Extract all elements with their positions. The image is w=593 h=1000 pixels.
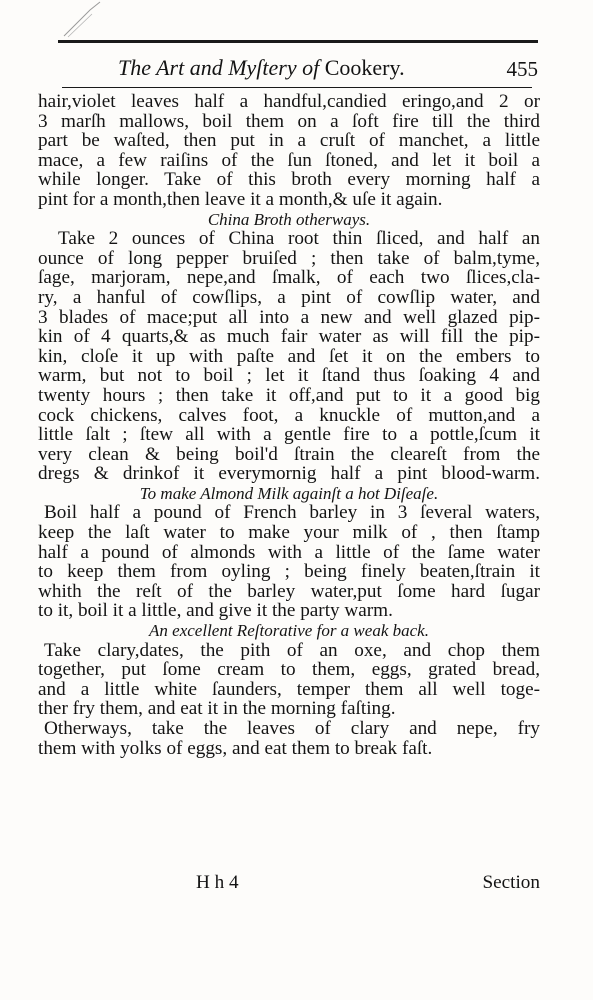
- page-corner-mark: [62, 0, 102, 38]
- running-title: [118, 55, 405, 81]
- text-line: Boil half a pound of French barley in 3 ſeveral waters,: [44, 502, 540, 524]
- text-line: ſage, marjoram, nepe,and ſmalk, of each two ſlices,cla-: [38, 267, 540, 289]
- text-line: 3 blades of mace;put all into a new and well glazed pip-: [38, 306, 540, 328]
- section-heading: China Broth otherways.: [207, 209, 371, 229]
- text-line: little ſalt ; ſtew all with a gentle fire to a pottle,ſcum it: [38, 424, 540, 446]
- text-line: part be waſted, then put in a cruſt of manchet, a little: [38, 130, 540, 152]
- text-line: pint for a month,then leave it a month,& uſe it again.: [38, 188, 443, 210]
- running-title-italic: The Art and Myſtery of: [118, 55, 325, 80]
- section-heading: An excellent Reſtorative for a weak back.: [149, 621, 429, 641]
- text-line: together, put ſome cream to them, eggs, grated bread,: [38, 659, 540, 681]
- text-line: Otherways, take the leaves of clary and nepe, fry: [44, 718, 540, 739]
- text-line: ry, a hanful of cowſlips, a pint of cowſlip water, and: [38, 286, 540, 308]
- text-line: kin, cloſe it up with paſte and ſet it on the embers to: [38, 345, 540, 367]
- text-line: 3 marſh mallows, boil them on a ſoft fire till the third: [38, 110, 540, 132]
- text-line: half a pound of almonds with a little of the ſame water: [38, 541, 540, 563]
- text-line: Take 2 ounces of China root thin ſliced, and half an: [58, 228, 540, 250]
- text-line: to it, boil it a little, and give it the party warm.: [38, 600, 393, 622]
- text-line: cock chickens, calves foot, a knuckle of mutton,and a: [38, 404, 540, 426]
- text-line: dregs & drinkof it everymornig half a pint blood-warm.: [38, 463, 540, 485]
- running-header: [58, 50, 538, 90]
- text-line: warm, but not to boil ; let it ſtand thus ſoaking 4 and: [38, 365, 540, 387]
- header-bottom-rule: [62, 87, 532, 88]
- text-line: ther fry them, and eat it in the morning faſting.: [38, 698, 396, 720]
- text-line: them with yolks of eggs, and eat them to break faſt.: [38, 737, 433, 759]
- text-line: while longer. Take of this broth every morning half a: [38, 169, 540, 191]
- page-footer: [38, 872, 540, 894]
- text-line: and a little white ſaunders, temper them all well toge-: [38, 678, 540, 700]
- body-text: [38, 92, 540, 758]
- page-number: 455: [506, 57, 538, 81]
- text-line: to keep them from oyling ; being finely beaten,ſtrain it: [38, 561, 540, 583]
- catchword: Section: [482, 872, 540, 893]
- running-title-roman: Cookery.: [324, 55, 405, 80]
- text-line: keep the laſt water to make your milk of , then ſtamp: [38, 522, 540, 544]
- text-line: very clean & being boil'd ſtrain the cleareſt from the: [38, 443, 540, 465]
- text-line: Take clary,dates, the pith of an oxe, and chop them: [44, 639, 540, 661]
- signature-mark: H h 4: [196, 872, 239, 893]
- header-top-rule: [58, 40, 538, 43]
- text-line: twenty hours ; then take it off,and put to it a good big: [38, 384, 540, 406]
- text-line: whith the reſt of the barley water,put ſome hard ſugar: [38, 580, 540, 602]
- section-heading: To make Almond Milk againſt a hot Diſeaſe.: [139, 483, 439, 503]
- text-line: ounce of long pepper bruiſed ; then take of balm,tyme,: [38, 247, 540, 269]
- text-line: kin of 4 quarts,& as much fair water as will fill the pip-: [38, 326, 540, 348]
- text-line: mace, a few raiſins of the ſun ſtoned, and let it boil a: [38, 149, 540, 171]
- text-line: hair,violet leaves half a handful,candied eringo,and 2 or: [38, 91, 540, 112]
